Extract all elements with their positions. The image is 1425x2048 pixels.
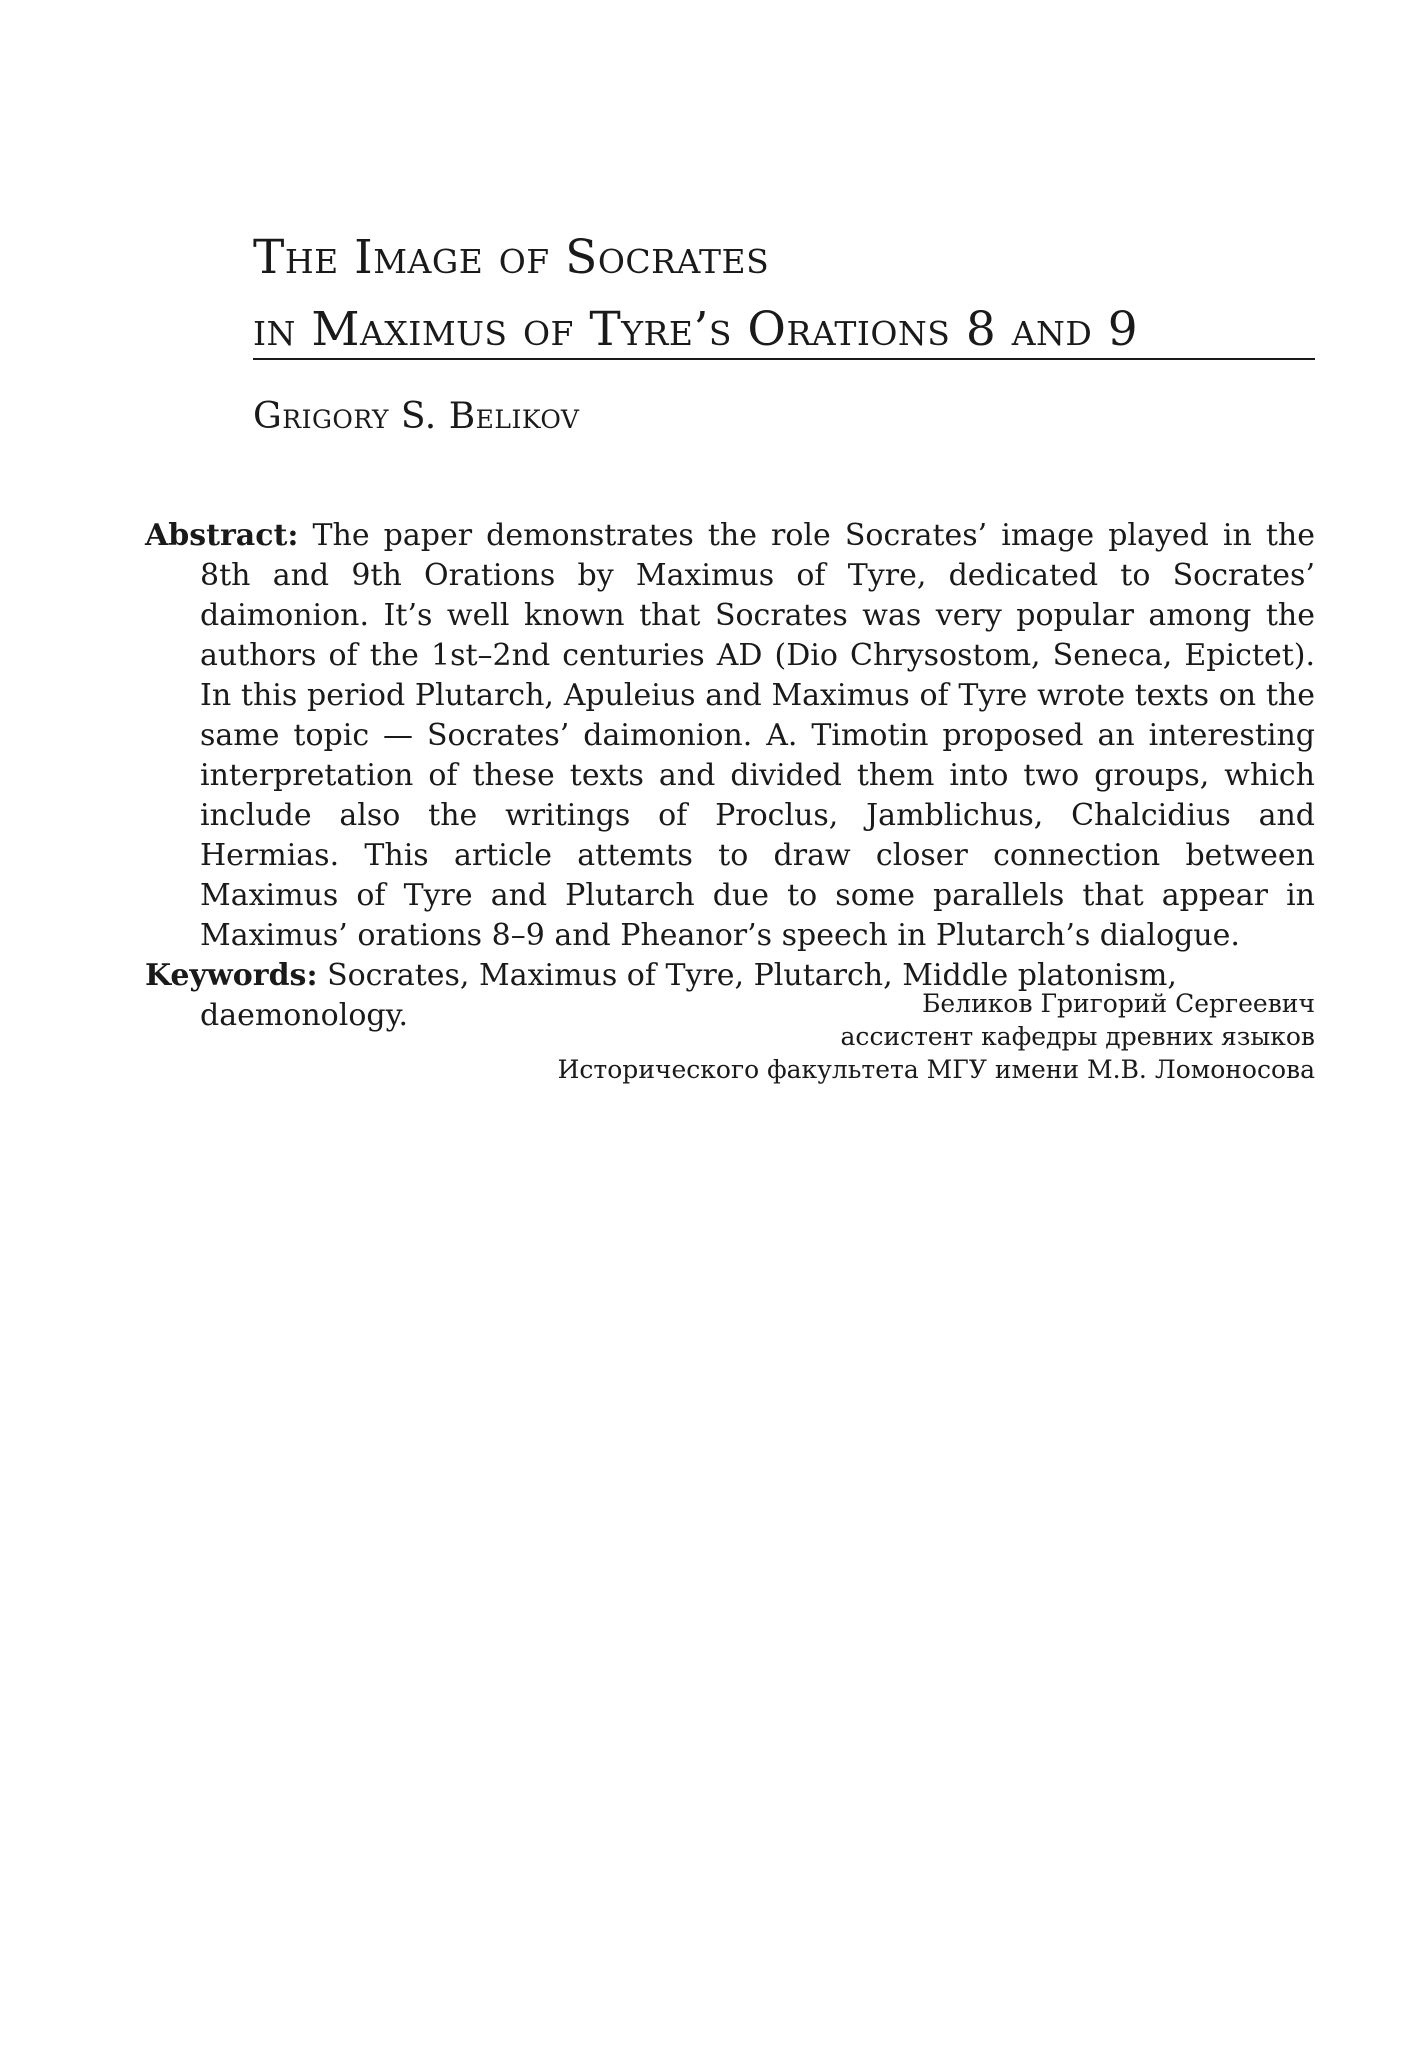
abstract-paragraph [145, 516, 1315, 956]
author-affiliation [558, 987, 1315, 1086]
title-rule [253, 358, 1315, 360]
keywords-label: Keywords: [145, 958, 318, 993]
affiliation-position: ассистент кафедры древних языков [840, 1022, 1315, 1051]
title-line-2: in Maximus of Tyre’s Orations 8 and 9 [253, 302, 1139, 357]
title-line-1: The Image of Socrates [253, 230, 770, 285]
abstract-section [145, 516, 1315, 1036]
article-title [253, 222, 1315, 366]
keywords-text: Socrates, Maximus of Tyre, Plutarch, Middle platonism, daemonology. [200, 958, 1177, 1033]
abstract-label: Abstract: [145, 518, 299, 553]
affiliation-institution: Исторического факультета МГУ имени М.В. Ломоносова [557, 1055, 1315, 1084]
author-name: Grigory S. Belikov [253, 396, 580, 437]
affiliation-name: Беликов Григорий Сергеевич [922, 989, 1315, 1018]
abstract-text: The paper demonstrates the role Socrates’ image played in the 8th and 9th Orations by Maximus of Tyre, dedicated to Socrates’ daimonion. It’s well known that Socrates was very popular among the authors of the 1st–2nd centuries AD (Dio Chrysostom, Seneca, Epictet). In this period Plutarch, Apuleius and Maximus of Tyre wrote texts on the same topic — Socrates’ daimonion. A. Timotin proposed an interesting interpretation of these texts and divided them into two groups, which include also the writings of Proclus, Jamblichus, Chalcidius and Hermias. This article attemts to draw closer connection between Maximus of Tyre and Plutarch due to some parallels that appear in Maximus’ orations 8–9 and Pheanor’s speech in Plutarch’s dialogue. [200, 518, 1315, 953]
